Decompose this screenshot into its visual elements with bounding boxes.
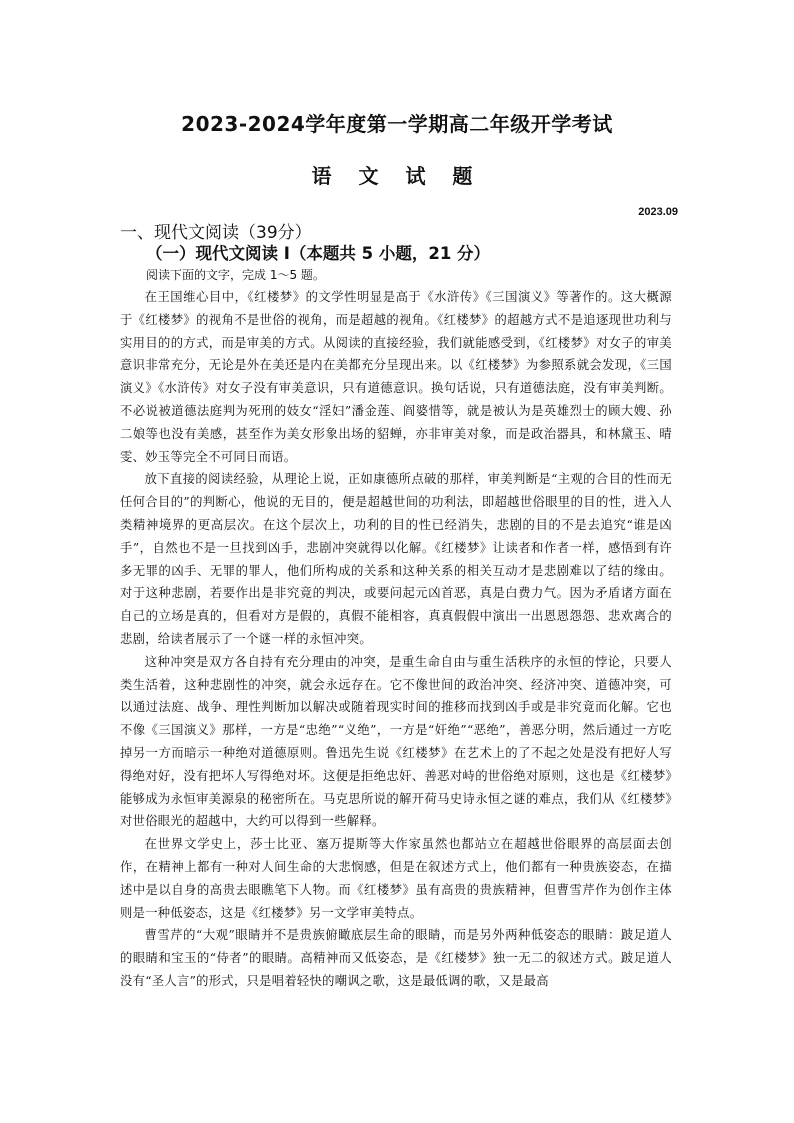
passage-paragraph-4: 在世界文学史上，莎士比亚、塞万提斯等大作家虽然也都站立在超越世俗眼界的高层面去创作，在精神上都有一种对人间生命的大悲悯感，但是在叙述方式上，他们都有一种贵族姿态，在描述中是以自身的高贵去眼瞧笔下人物。而《红楼梦》虽有高贵的贵族精神，但曹雪芹作为创作主体则是一种低姿态，这是《红楼梦》另一文学审美特点。 [120, 837, 672, 920]
passage-paragraph-5: 曹雪芹的“大观”眼睛并不是贵族俯瞰底层生命的眼睛，而是另外两种低姿态的眼睛：跛足道人的眼睛和宝玉的“侍者”的眼睛。高精神而又低姿态，是《红楼梦》独一无二的叙述方式。跛足道人没有“圣人言”的形式，只是唱着轻快的嘲讽之歌，这是最低调的歌，又是最高 [120, 928, 672, 988]
part-heading: 一、现代文阅读（39分） [120, 223, 312, 243]
reading-passage [120, 286, 672, 993]
exam-title: 2023-2024学年度第一学期高二年级开学考试 [181, 112, 613, 136]
exam-date: 2023.09 [638, 206, 678, 218]
subject-title: 语 文 试 题 [311, 164, 483, 188]
reading-instruction: 阅读下面的文字，完成 1～5 题。 [146, 268, 325, 282]
passage-paragraph-2: 放下直接的阅读经验，从理论上说，正如康德所点破的那样，审美判断是“主观的合目的性而无任何合目的”的判断心，他说的无目的，便是超越世间的功利法，即超越世俗眼里的目的性，进入人类精神境界的更高层次。在这个层次上，功利的目的性已经消失，悲剧的目的不是去追究“谁是凶手”，自然也不是一旦找到凶手，悲剧冲突就得以化解。《红楼梦》让读者和作者一样，感悟到有许多无罪的凶手、无罪的罪人，他们所构成的关系和这种关系的相关互动才是悲剧难以了结的缘由。对于这种悲剧，若要作出是非究竟的判决，或要问起元凶首恶，真是白费力气。因为矛盾诸方面在自己的立场是真的，但看对方是假的，真假不能相容，真真假假中演出一出恩恩怨怨、悲欢离合的悲剧，给读者展示了一个谜一样的永恒冲突。 [120, 472, 672, 646]
sub-heading: （一）现代文阅读 I（本题共 5 小题，21 分） [146, 244, 491, 263]
passage-paragraph-3: 这种冲突是双方各自持有充分理由的冲突，是重生命自由与重生活秩序的永恒的悖论，只要人类生活着，这种悲剧性的冲突，就会永远存在。它不像世间的政治冲突、经济冲突、道德冲突，可以通过法庭、战争、理性判断加以解决或随着现实时间的推移而找到凶手或是非究竟而化解。它也不像《三国演义》那样，一方是“忠绝”“义绝”，一方是“奸绝”“恶绝”，善恶分明，然后通过一方吃掉另一方而暗示一种绝对道德原则。鲁迅先生说《红楼梦》在艺术上的了不起之处是没有把好人写得绝对好，没有把坏人写得绝对坏。这便是拒绝忠奸、善恶对峙的世俗绝对原则，这也是《红楼梦》能够成为永恒审美源泉的秘密所在。马克思所说的解开荷马史诗永恒之谜的难点，我们从《红楼梦》对世俗眼光的超越中，大约可以得到一些解释。 [120, 654, 672, 829]
passage-paragraph-1: 在王国维心目中，《红楼梦》的文学性明显是高于《水浒传》《三国演义》等著作的。这大概源于《红楼梦》的视角不是世俗的视角，而是超越的视角。《红楼梦》的超越方式不是追逐现世功利与实用目的的方式，而是审美的方式。从阅读的直接经验，我们就能感受到，《红楼梦》对女子的审美意识非常充分，无论是外在美还是内在美都充分呈现出来。以《红楼梦》为参照系就会发现，《三国演义》《水浒传》对女子没有审美意识，只有道德意识。换句话说，只有道德法庭，没有审美判断。不必说被道德法庭判为死刑的妓女“淫妇”潘金莲、阎婆惜等，就是被认为是英雄烈士的顾大嫂、孙二娘等也没有美感，甚至作为美女形象出场的貂蝉，亦非审美对象，而是政治器具，和林黛玉、晴雯、妙玉等完全不可同日而语。 [120, 290, 672, 464]
